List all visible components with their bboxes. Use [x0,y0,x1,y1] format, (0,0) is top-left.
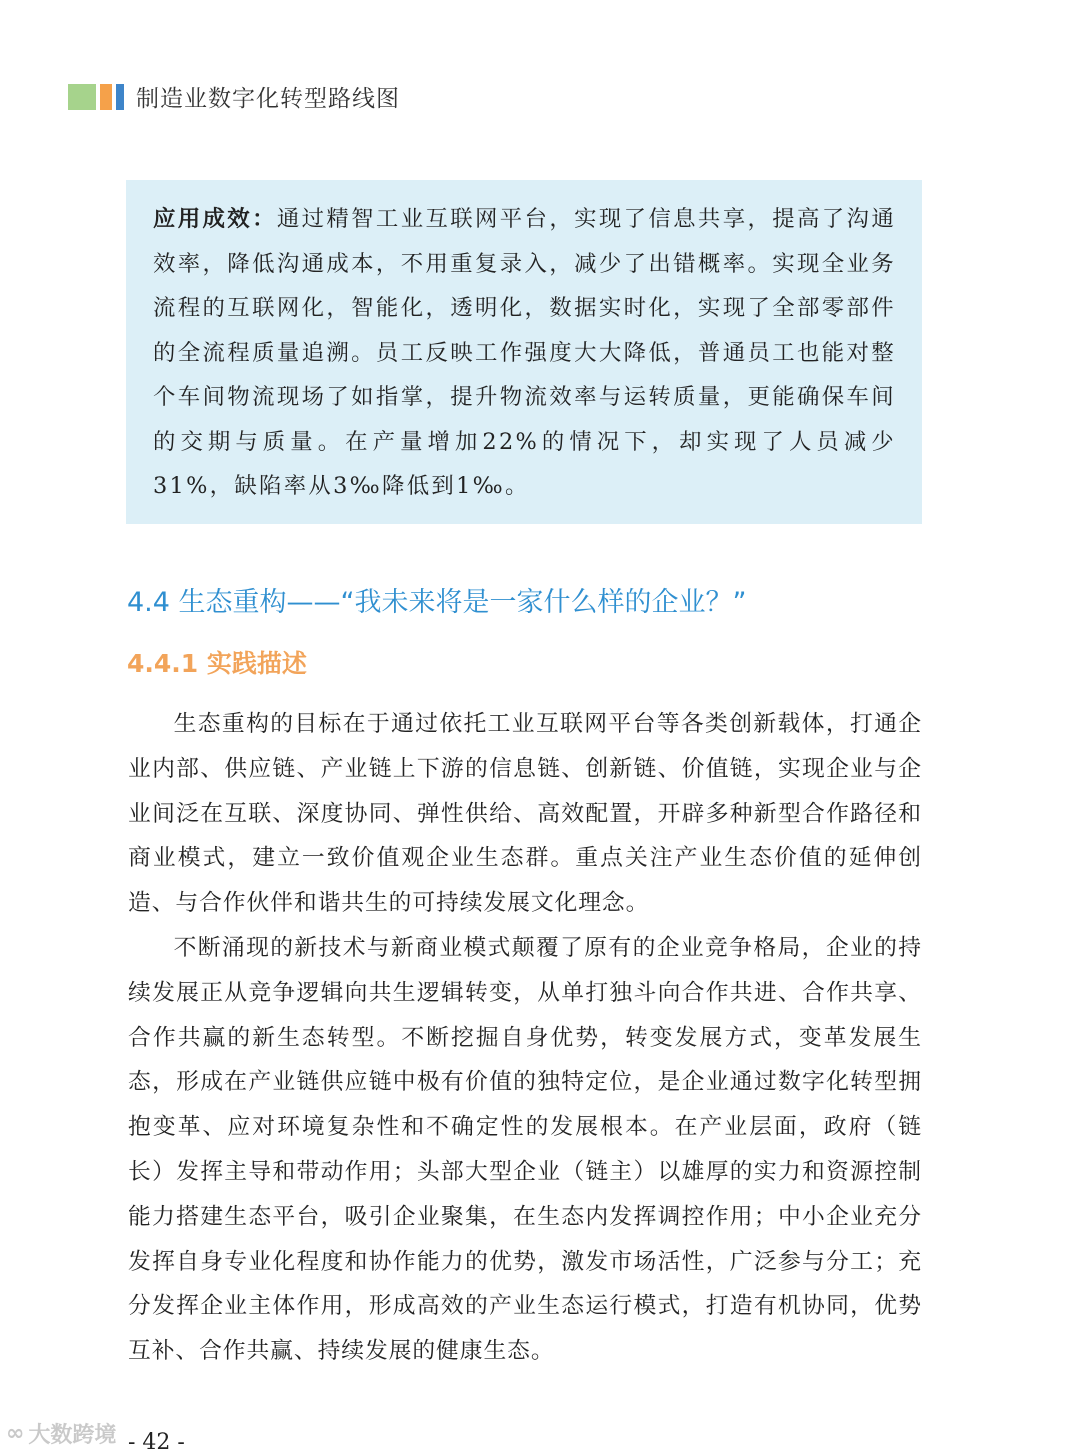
watermark-text: 大数跨境 [28,1423,117,1448]
outcome-box [126,180,922,524]
orange-block [100,84,112,110]
body-text [128,702,922,1374]
watermark [6,1418,116,1449]
green-block [68,84,96,110]
watermark-logo-icon: ∞ [6,1421,25,1446]
outcome-text: 通过精智工业互联网平台，实现了信息共享，提高了沟通效率，降低沟通成本，不用重复录入，减少了出错概率。实现全业务流程的互联网化，智能化，透明化，数据实时化，实现了全部零部件的全流程质量追溯。员工反映工作强度大大降低，普通员工也能对整个车间物流现场了如指掌，提升物流效率与运转质量，更能确保车间的交期与质量。在产量增加22%的情况下，却实现了人员减少31%，缺陷率从3‰降低到1‰。 [153,206,897,499]
outcome-paragraph [153,197,896,509]
page-number: - 42 - [128,1430,185,1455]
blue-block [116,84,124,110]
header-title: 制造业数字化转型路线图 [136,86,400,112]
paragraph-2: 不断涌现的新技术与新商业模式颠覆了原有的企业竞争格局，企业的持续发展正从竞争逻辑向共生逻辑转变，从单打独斗向合作共进、合作共享、合作共赢的新生态转型。不断挖掘自身优势，转变发展方式，变革发展生态，形成在产业链供应链中极有价值的独特定位，是企业通过数字化转型拥抱变革、应对环境复杂性和不确定性的发展根本。在产业层面，政府（链长）发挥主导和带动作用；头部大型企业（链主）以雄厚的实力和资源控制能力搭建生态平台，吸引企业聚集，在生态内发挥调控作用；中小企业充分发挥自身专业化程度和协作能力的优势，激发市场活性，广泛参与分工；充分发挥企业主体作用，形成高效的产业生态运行模式，打造有机协同，优势互补、合作共赢、持续发展的健康生态。 [128,934,922,1365]
subsection-heading: 4.4.1 实践描述 [127,649,307,678]
outcome-lead: 应用成效： [153,206,277,232]
running-header [68,80,400,113]
section-heading: 4.4 生态重构——“我未来将是一家什么样的企业？” [127,587,747,618]
paragraph-1: 生态重构的目标在于通过依托工业互联网平台等各类创新载体，打通企业内部、供应链、产业链上下游的信息链、创新链、价值链，实现企业与企业间泛在互联、深度协同、弹性供给、高效配置，开辟多种新型合作路径和商业模式，建立一致价值观企业生态群。重点关注产业生态价值的延伸创造、与合作伙伴和谐共生的可持续发展文化理念。 [128,711,922,917]
